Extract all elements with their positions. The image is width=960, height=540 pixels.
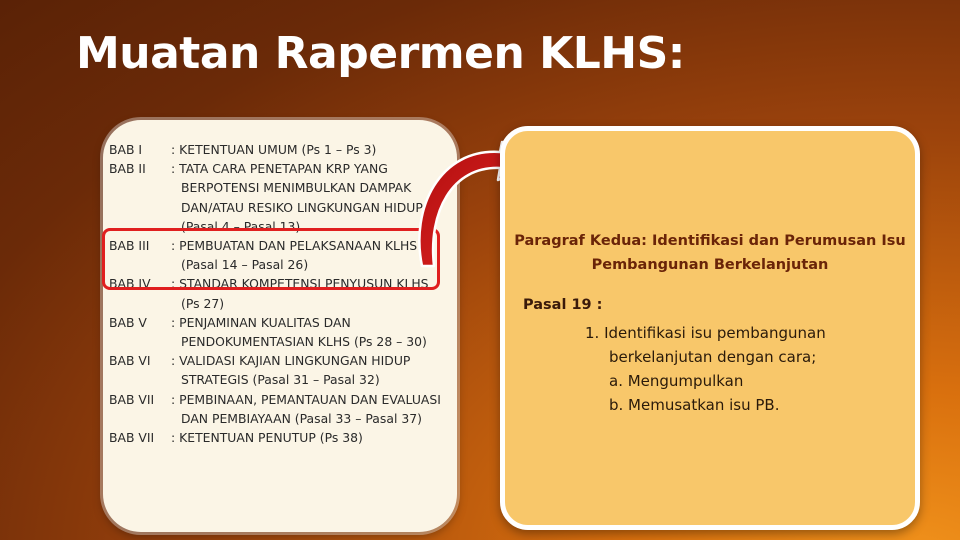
- pasal-label: Pasal 19 :: [523, 297, 603, 313]
- chapter-label: BAB III: [109, 238, 150, 254]
- chapter-text: : PEMBINAAN, PEMANTAUAN DAN EVALUASI DAN PEMBIAYAAN (Pasal 33 – Pasal 37): [171, 391, 441, 426]
- chapter-label: BAB VII: [109, 391, 155, 407]
- detail-panel: [500, 126, 920, 530]
- chapter-row: [109, 140, 449, 159]
- list-item-continuation: berkelanjutan dengan cara;: [609, 348, 817, 366]
- chapter-text: : TATA CARA PENETAPAN KRP YANG BERPOTENSI MENIMBULKAN DAMPAK DAN/ATAU RESIKO LINGKUNGAN HIDUP (Pasal 4 – Pasal 13): [171, 161, 423, 234]
- chapter-text: : KETENTUAN PENUTUP (Ps 38): [171, 430, 363, 446]
- chapter-label: BAB IV: [109, 276, 151, 292]
- paragraf-heading: Paragraf Kedua: Identifikasi dan Perumusan Isu Pembangunan Berkelanjutan: [514, 233, 906, 273]
- chapter-text: : STANDAR KOMPETENSI PENYUSUN KLHS (Ps 27): [171, 276, 429, 311]
- list-item: 1. Identifikasi isu pembangunan: [585, 324, 826, 342]
- chapter-label: BAB II: [109, 161, 146, 177]
- chapter-row: [109, 313, 449, 351]
- chapter-row: [109, 390, 449, 428]
- chapter-text: : KETENTUAN UMUM (Ps 1 – Ps 3): [171, 142, 377, 157]
- slide-title: Muatan Rapermen KLHS:: [76, 28, 685, 79]
- chapter-label: BAB V: [109, 314, 147, 330]
- chapter-label: BAB I: [109, 142, 143, 157]
- chapter-text: : PEMBUATAN DAN PELAKSANAAN KLHS (Pasal 14 – Pasal 26): [171, 238, 418, 273]
- chapter-label: BAB VI: [109, 353, 151, 369]
- chapter-row: [109, 159, 449, 236]
- chapter-row: [109, 428, 449, 447]
- chapter-text: : PENJAMINAN KUALITAS DAN PENDOKUMENTASIAN KLHS (Ps 28 – 30): [171, 314, 427, 350]
- chapter-row: [109, 351, 449, 389]
- bab-iii-highlight-box: [102, 228, 440, 290]
- chapter-label: BAB VII: [109, 430, 155, 446]
- chapter-text: : VALIDASI KAJIAN LINGKUNGAN HIDUP STRATEGIS (Pasal 31 – Pasal 32): [171, 353, 411, 388]
- sub-list-item: a. Mengumpulkan: [609, 372, 744, 390]
- chapter-list: [109, 140, 449, 447]
- sub-list-item: b. Memusatkan isu PB.: [609, 396, 780, 414]
